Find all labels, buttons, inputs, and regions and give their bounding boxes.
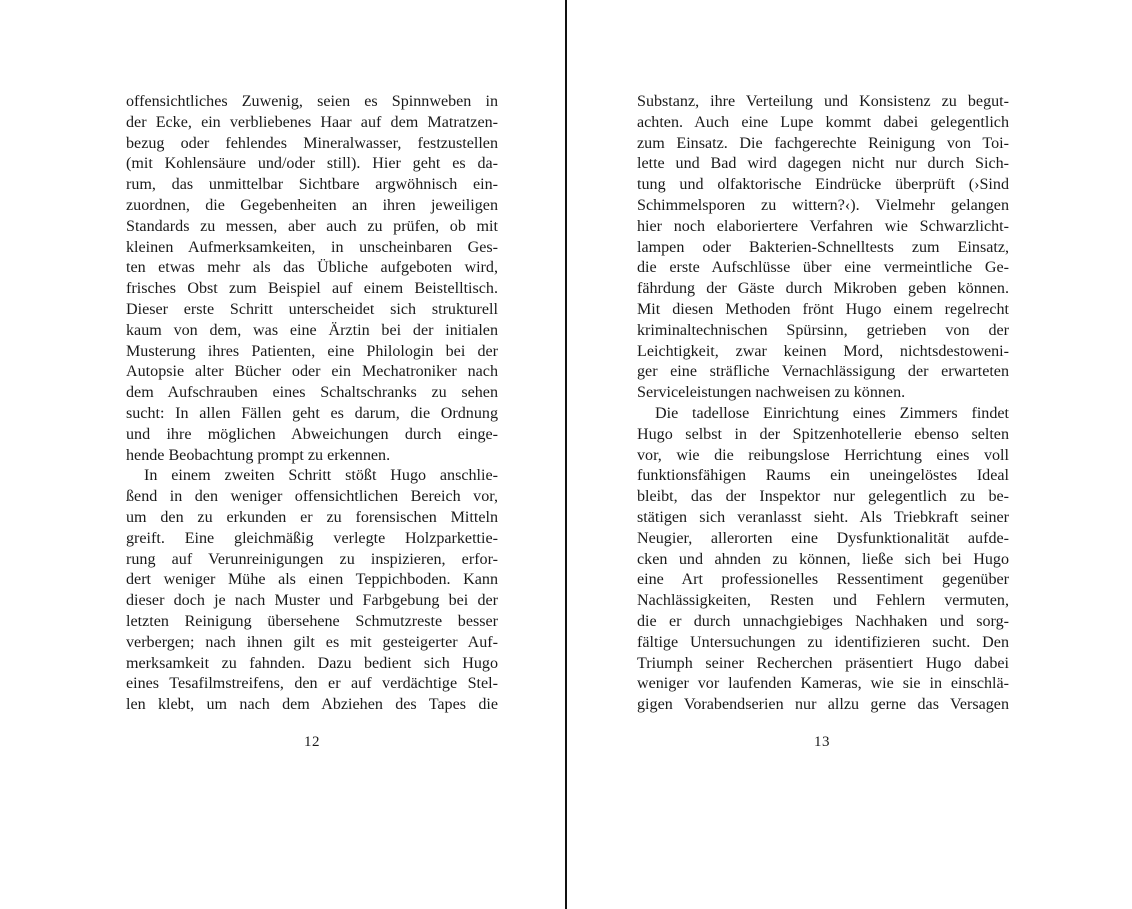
page-number: 12 — [304, 734, 320, 750]
text-line: und ihre möglichen Abweichungen durch einge- — [126, 425, 498, 443]
text-line: weniger vor laufenden Kameras, wie sie in einschlä- — [637, 675, 1009, 693]
paragraph-last-line: hende Beobachtung prompt zu erkennen. — [126, 446, 391, 464]
text-line: dem Aufschrauben eines Schaltschranks zu sehen — [126, 384, 498, 402]
text-line: bezug oder fehlendes Mineralwasser, festzustellen — [126, 134, 498, 152]
text-line: Triumph seiner Recherchen präsentiert Hugo dabei — [637, 654, 1009, 672]
text-line: Neugier, allerorten eine Dysfunktionalität aufde- — [637, 529, 1009, 547]
text-line: zuordnen, die Gegebenheiten an ihren jeweiligen — [126, 196, 498, 214]
text-line: Mit diesen Methoden frönt Hugo einem regelrecht — [637, 300, 1009, 318]
text-line: merksamkeit zu fahnden. Dazu bedient sich Hugo — [126, 654, 498, 672]
text-line: Hugo selbst in der Spitzenhotellerie ebenso selten — [637, 425, 1009, 443]
text-line: rung auf Verunreinigungen zu inspizieren, erfor- — [126, 550, 498, 568]
text-line: ten etwas mehr als das Übliche aufgeboten wird, — [126, 259, 498, 277]
text-line: fältige Untersuchungen zu identifizieren sucht. Den — [637, 633, 1009, 651]
text-line: len klebt, um nach dem Abziehen des Tapes die — [126, 696, 498, 714]
text-line: Dieser erste Schritt unterscheidet sich strukturell — [126, 300, 498, 318]
text-line: kaum von dem, was eine Ärztin bei der initialen — [126, 321, 498, 339]
text-line: hier noch elaboriertere Verfahren wie Schwarzlicht- — [637, 217, 1009, 235]
text-line: kleinen Aufmerksamkeiten, in unscheinbaren Ges- — [126, 238, 498, 256]
text-line: lampen oder Bakterien-Schnelltests zum Einsatz, — [637, 238, 1009, 256]
text-line: cken und ahnden zu können, ließe sich bei Hugo — [637, 550, 1009, 568]
text-line: rum, das unmittelbar Sichtbare argwöhnisch ein- — [126, 176, 498, 194]
text-line: letzten Reinigung übersehene Schmutzreste besser — [126, 612, 498, 630]
text-line: Schimmelsporen zu wittern?‹). Vielmehr gelangen — [637, 196, 1009, 214]
right-page-text — [637, 92, 1009, 716]
text-line: kriminaltechnischen Spürsinn, getrieben von der — [637, 321, 1009, 339]
text-line: tung und olfaktorische Eindrücke überprüft (›Sind — [637, 176, 1009, 194]
text-line: Autopsie alter Bücher oder ein Mechatroniker nach — [126, 363, 498, 381]
text-line: bleibt, das der Inspektor nur gelegentlich zu be- — [637, 488, 1009, 506]
text-line: stätigen sich veranlasst sieht. Als Triebkraft seiner — [637, 508, 1009, 526]
text-line: Standards zu messen, aber auch zu prüfen, ob mit — [126, 217, 498, 235]
text-line: ßend in den weniger offensichtlichen Bereich vor, — [126, 488, 498, 506]
text-line: achten. Auch eine Lupe kommt dabei gelegentlich — [637, 113, 1009, 131]
text-line: vor, wie die reibungslose Herrichtung eines voll — [637, 446, 1009, 464]
text-line: die er durch unnachgiebiges Nachhaken und sorg- — [637, 612, 1009, 630]
paragraph-last-line: Serviceleistungen nachweisen zu können. — [637, 384, 906, 402]
text-line: funktionsfähigen Raums ein uneingelöstes Ideal — [637, 467, 1009, 485]
text-line: offensichtliches Zuwenig, seien es Spinnweben in — [126, 93, 498, 110]
text-line: dert weniger Mühe als einen Teppichboden. Kann — [126, 571, 498, 589]
text-line: verbergen; nach ihnen gilt es mit gesteigerter Auf- — [126, 633, 498, 651]
text-line: zum Einsatz. Die fachgerechte Reinigung von Toi- — [637, 134, 1009, 152]
left-page-text — [126, 92, 498, 716]
text-line: dieser doch je nach Muster und Farbgebung bei der — [126, 592, 498, 610]
text-line: sucht: In allen Fällen geht es darum, die Ordnung — [126, 404, 498, 422]
text-line: (mit Kohlensäure und/oder still). Hier geht es da- — [126, 155, 498, 173]
text-line: frisches Obst zum Beispiel auf einem Beistelltisch. — [126, 280, 498, 298]
text-line: eine Art professionelles Ressentiment gegenüber — [637, 571, 1009, 589]
text-line: der Ecke, ein verbliebenes Haar auf dem Matratzen- — [126, 113, 498, 131]
text-line: um den zu erkunden er zu forensischen Mitteln — [126, 508, 498, 526]
left-page — [0, 0, 565, 909]
right-page — [567, 0, 1132, 909]
text-line: ger eine sträfliche Vernachlässigung der erwarteten — [637, 363, 1009, 381]
text-line: eines Tesafilmstreifens, den er auf verdächtige Stel- — [126, 675, 498, 693]
paragraph-first-line: In einem zweiten Schritt stößt Hugo anschlie- — [144, 467, 498, 485]
text-line: die erste Aufschlüsse über eine vermeintliche Ge- — [637, 259, 1009, 277]
text-line: Substanz, ihre Verteilung und Konsistenz zu begut- — [637, 93, 1009, 110]
text-line: Leichtigkeit, zwar keinen Mord, nichtsdestoweni- — [637, 342, 1009, 360]
text-line: gigen Vorabendserien nur allzu gerne das Versagen — [637, 696, 1009, 714]
text-line: greift. Eine gleichmäßig verlegte Holzparkettie- — [126, 529, 498, 547]
paragraph-first-line: Die tadellose Einrichtung eines Zimmers findet — [655, 404, 1009, 422]
page-number: 13 — [814, 734, 830, 750]
text-line: Musterung ihres Patienten, eine Philologin bei der — [126, 342, 498, 360]
text-line: Nachlässigkeiten, Resten und Fehlern vermuten, — [637, 592, 1009, 610]
text-line: fährdung der Gäste durch Mikroben geben können. — [637, 280, 1009, 298]
text-line: lette und Bad wird dagegen nicht nur durch Sich- — [637, 155, 1009, 173]
